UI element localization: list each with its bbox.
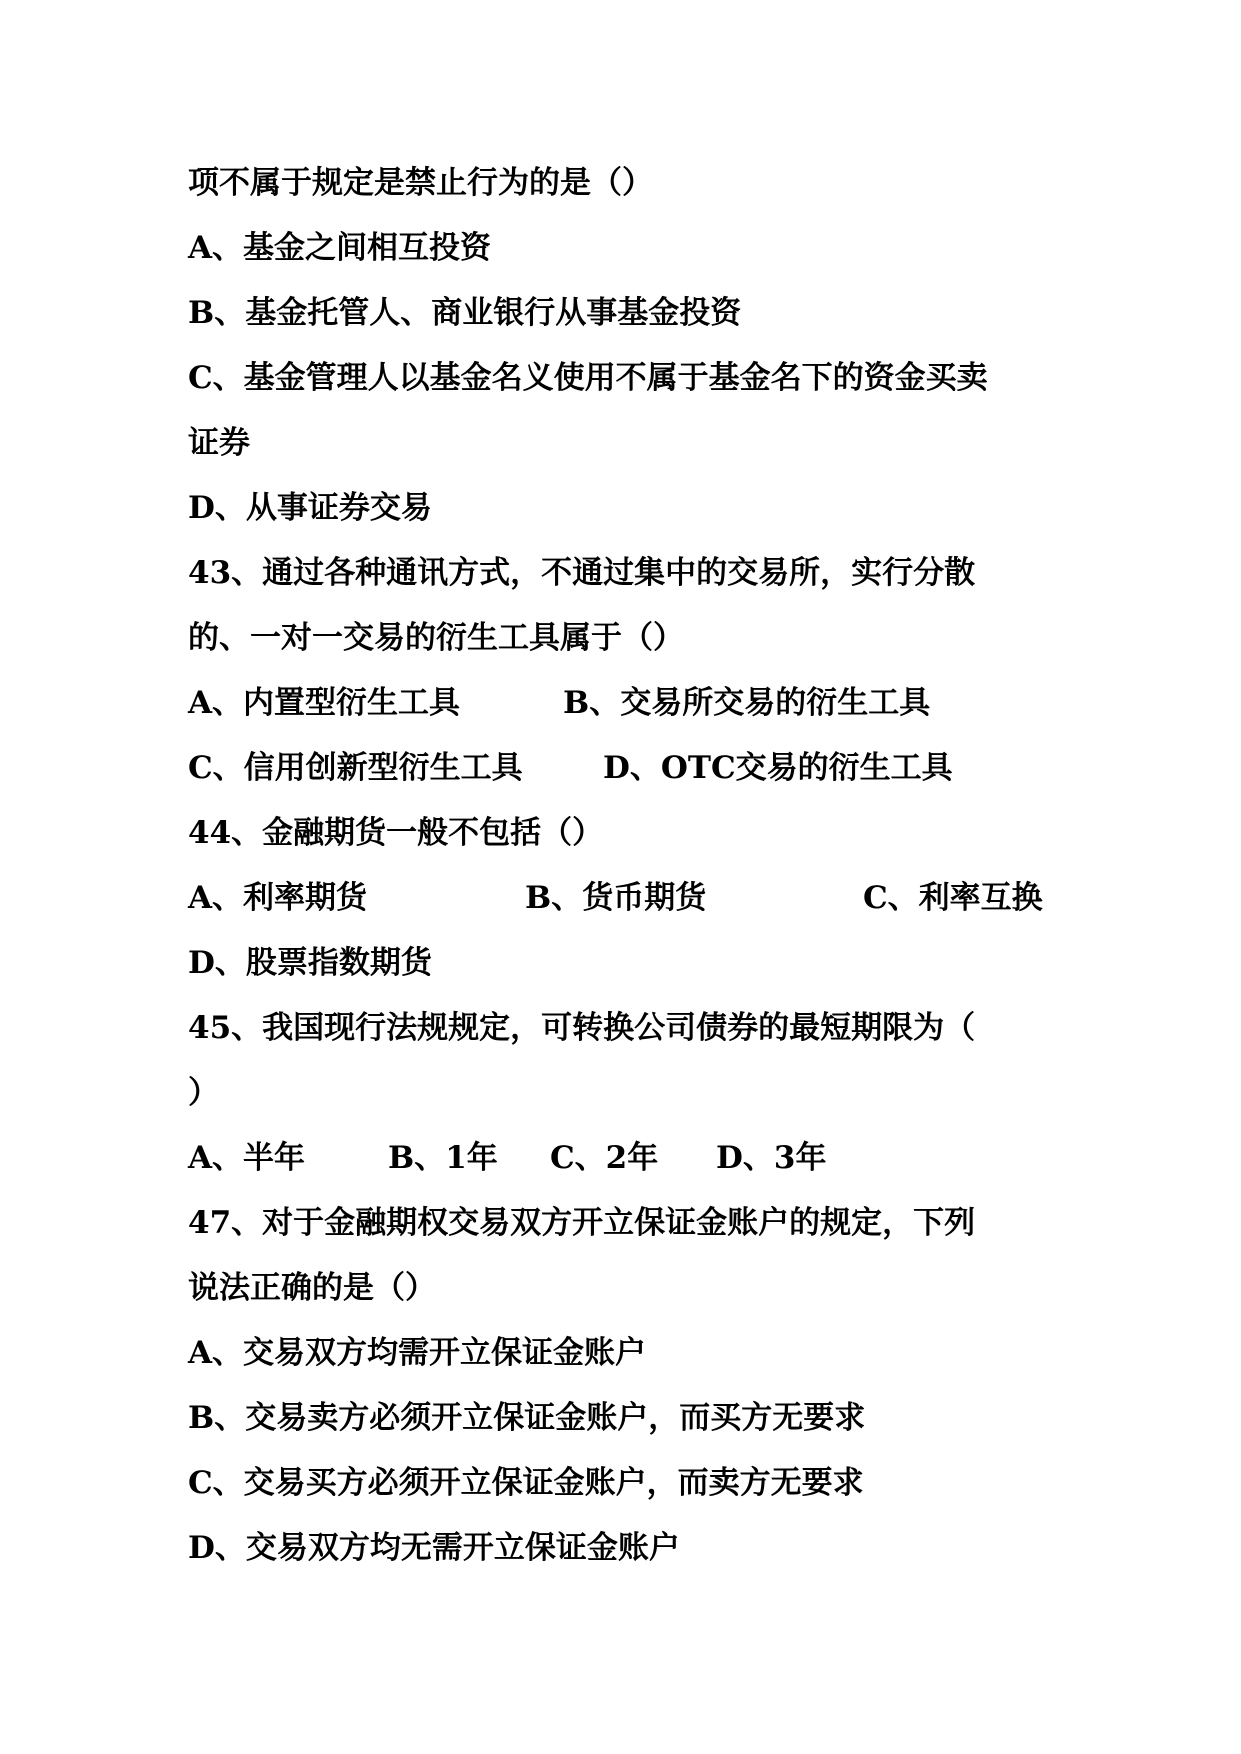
option-c: C、交易买方必须开立保证金账户，而卖方无要求 <box>188 1465 864 1501</box>
option-a: A、交易双方均需开立保证金账户 <box>188 1335 647 1371</box>
option-c-continuation: 证券 <box>188 425 250 461</box>
question-47: 47、对于金融期权交易双方开立保证金账户的规定，下列 <box>188 1205 976 1241</box>
option-a: A、利率期货 <box>188 880 368 916</box>
option-d: D、股票指数期货 <box>188 945 432 981</box>
question-continuation: 项不属于规定是禁止行为的是（） <box>188 165 653 201</box>
question-43-continuation: 的、一对一交易的衍生工具属于（） <box>188 620 684 656</box>
option-d: D、3年 <box>716 1140 827 1176</box>
option-b: B、基金托管人、商业银行从事基金投资 <box>188 295 742 331</box>
option-d: D、交易双方均无需开立保证金账户 <box>188 1530 680 1566</box>
question-45: 45、我国现行法规规定，可转换公司债券的最短期限为（ <box>188 1010 976 1046</box>
option-c: C、2年 <box>550 1140 659 1176</box>
option-a: A、内置型衍生工具 <box>188 685 461 721</box>
option-c: C、基金管理人以基金名义使用不属于基金名下的资金买卖 <box>188 360 988 396</box>
option-b: B、交易所交易的衍生工具 <box>563 685 931 721</box>
option-b: B、货币期货 <box>525 880 707 916</box>
option-d: D、从事证券交易 <box>188 490 432 526</box>
question-44: 44、金融期货一般不包括（） <box>188 815 604 851</box>
question-47-continuation: 说法正确的是（） <box>188 1270 436 1306</box>
question-45-continuation: ） <box>188 1075 219 1111</box>
option-c: C、利率互换 <box>863 880 1043 916</box>
option-b: B、交易卖方必须开立保证金账户，而买方无要求 <box>188 1400 866 1436</box>
option-a: A、半年 <box>188 1140 306 1176</box>
option-a: A、基金之间相互投资 <box>188 230 492 266</box>
option-c: C、信用创新型衍生工具 <box>188 750 523 786</box>
question-43: 43、通过各种通讯方式，不通过集中的交易所，实行分散 <box>188 555 976 591</box>
option-b: B、1年 <box>388 1140 498 1176</box>
option-d: D、OTC交易的衍生工具 <box>603 750 953 786</box>
